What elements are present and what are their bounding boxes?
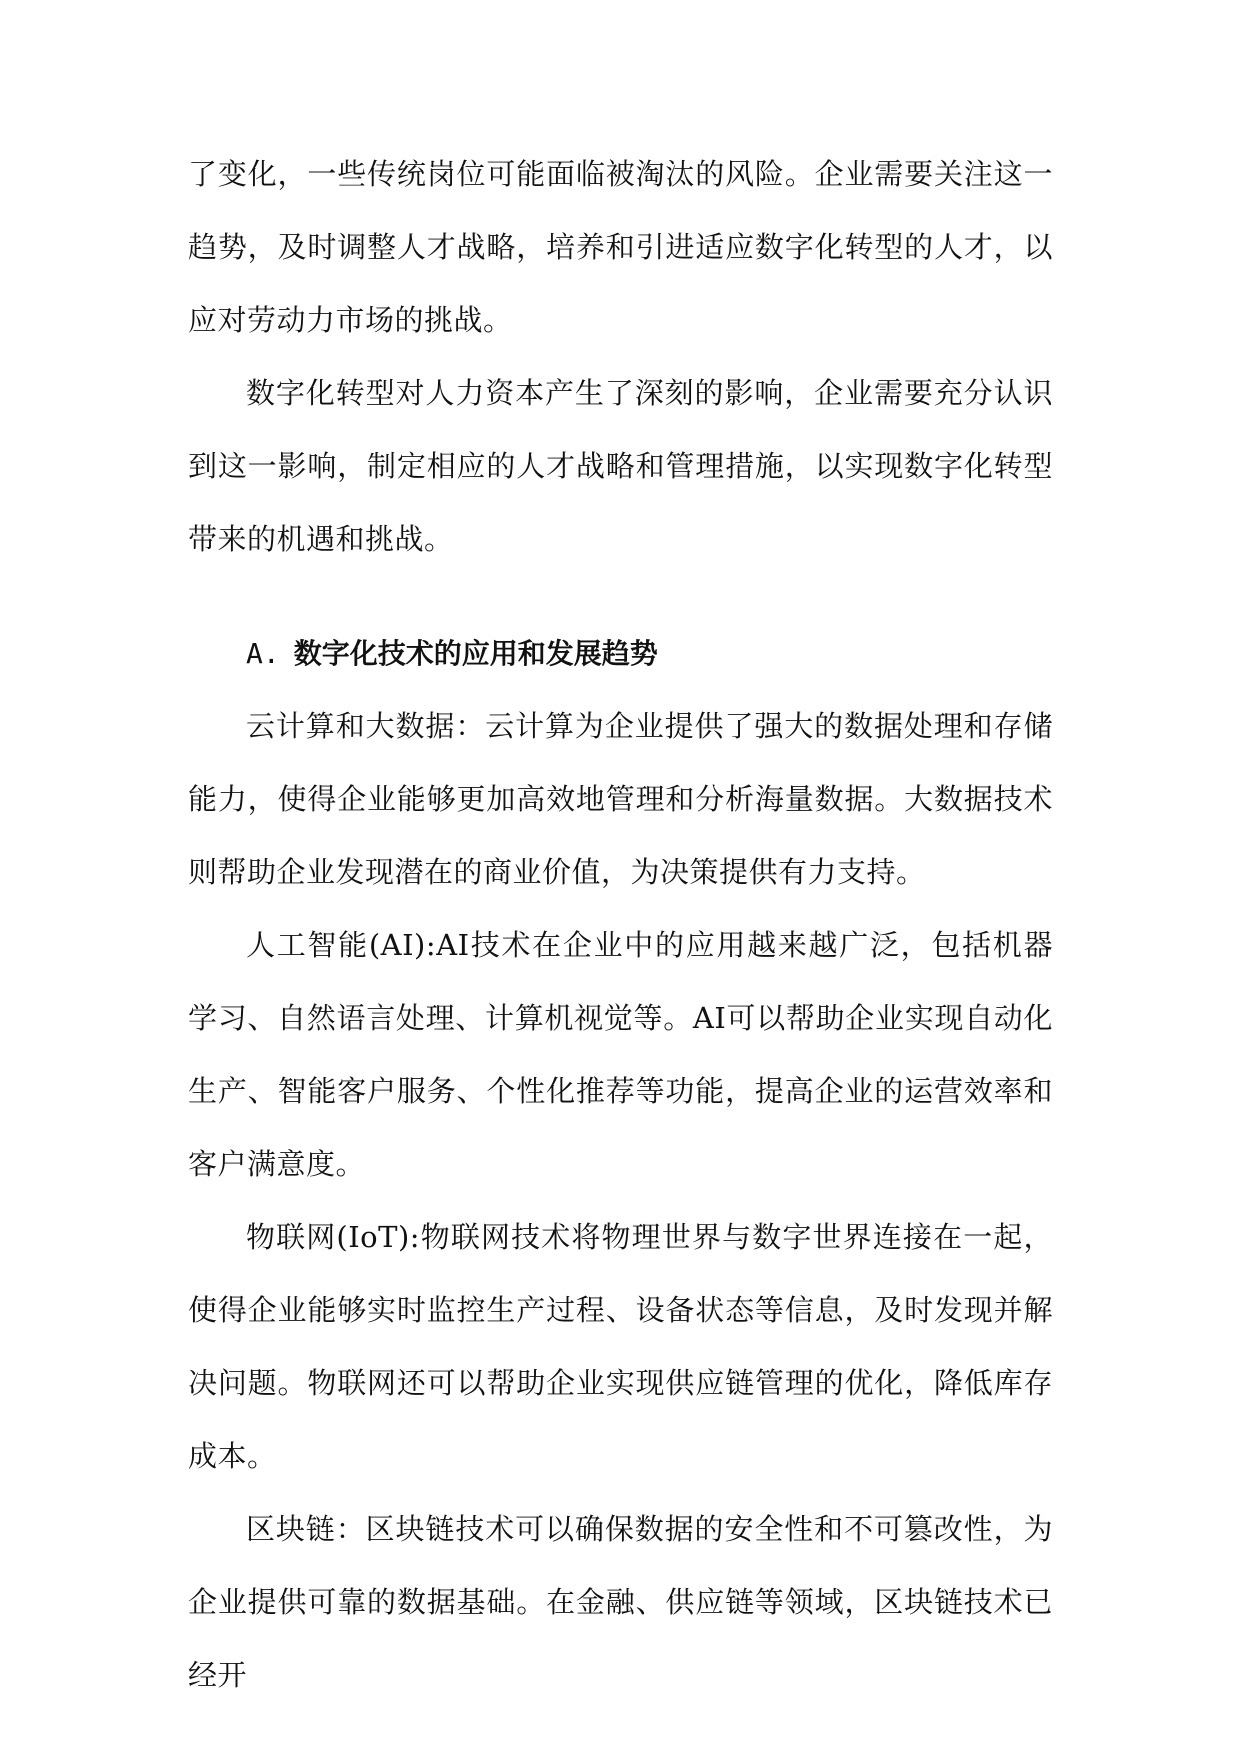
section-title: 数字化技术的应用和发展趋势 bbox=[293, 637, 658, 670]
section-heading bbox=[188, 617, 1053, 690]
paragraph-ai: 人工智能(AI):AI技术在企业中的应用越来越广泛，包括机器学习、自然语言处理、计算机视觉等。AI可以帮助企业实现自动化生产、智能客户服务、个性化推荐等功能，提高企业的运营效率和客户满意度。 bbox=[188, 928, 1053, 1181]
paragraph-summary: 数字化转型对人力资本产生了深刻的影响，企业需要充分认识到这一影响，制定相应的人才战略和管理措施，以实现数字化转型带来的机遇和挑战。 bbox=[188, 376, 1053, 556]
paragraph-cloud-bigdata: 云计算和大数据：云计算为企业提供了强大的数据处理和存储能力，使得企业能够更加高效地管理和分析海量数据。大数据技术则帮助企业发现潜在的商业价值，为决策提供有力支持。 bbox=[188, 709, 1053, 889]
document-page bbox=[188, 138, 1053, 1712]
section-spacer bbox=[188, 576, 1053, 617]
paragraph-blockchain: 区块链：区块链技术可以确保数据的安全性和不可篡改性，为企业提供可靠的数据基础。在金融、供应链等领域，区块链技术已经开 bbox=[188, 1512, 1053, 1692]
section-number: A. bbox=[246, 637, 280, 670]
paragraph-iot: 物联网(IoT):物联网技术将物理世界与数字世界连接在一起，使得企业能够实时监控生产过程、设备状态等信息，及时发现并解决问题。物联网还可以帮助企业实现供应链管理的优化，降低库存成本。 bbox=[188, 1220, 1053, 1473]
paragraph-continuation: 了变化，一些传统岗位可能面临被淘汰的风险。企业需要关注这一趋势，及时调整人才战略，培养和引进适应数字化转型的人才，以应对劳动力市场的挑战。 bbox=[188, 157, 1053, 337]
